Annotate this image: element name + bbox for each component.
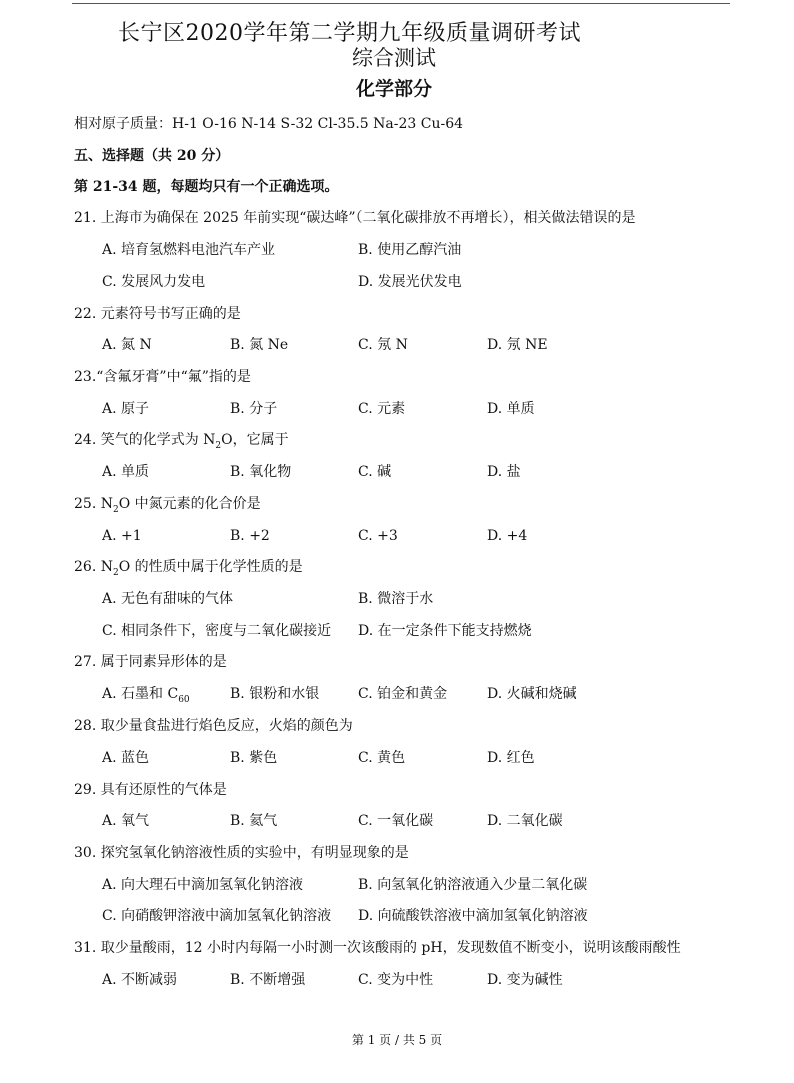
option-22-d: D. 氖 NE xyxy=(487,337,548,353)
option-28-b: B. 紫色 xyxy=(230,750,278,766)
option-29-b: B. 氦气 xyxy=(230,813,278,829)
option-25-a: A. +1 xyxy=(102,528,142,544)
option-26-b: B. 微溶于水 xyxy=(358,591,434,607)
question-26-text-end: O 的性质中属于化学性质的是 xyxy=(118,559,303,575)
question-31: 31. 取少量酸雨，12 小时内每隔一小时测一次该酸雨的 pH，发现数值不断变小，说明该酸雨酸性 xyxy=(74,940,681,956)
option-31-a: A. 不断减弱 xyxy=(102,972,178,988)
question-26 xyxy=(74,558,303,582)
option-28-c: C. 黄色 xyxy=(358,750,406,766)
option-21-d: D. 发展光伏发电 xyxy=(358,274,462,290)
option-21-b: B. 使用乙醇汽油 xyxy=(358,242,462,258)
question-25-text: 25. N xyxy=(74,496,113,512)
question-22: 22. 元素符号书写正确的是 xyxy=(74,306,241,322)
question-24 xyxy=(74,431,289,455)
option-21-a: A. 培育氢燃料电池汽车产业 xyxy=(102,242,276,258)
question-24-text-end: O，它属于 xyxy=(221,432,289,448)
question-25 xyxy=(74,495,261,519)
option-24-a: A. 单质 xyxy=(102,464,150,480)
option-24-d: D. 盐 xyxy=(487,464,521,480)
option-27-d: D. 火碱和烧碱 xyxy=(487,686,577,702)
subscript: 60 xyxy=(178,694,190,705)
option-25-d: D. +4 xyxy=(487,528,528,544)
option-24-b: B. 氧化物 xyxy=(230,464,292,480)
atomic-masses: 相对原子质量：H-1 O-16 N-14 S-32 Cl-35.5 Na-23 Cu-64 xyxy=(74,116,464,132)
option-23-c: C. 元素 xyxy=(358,401,406,417)
part-title: 五、选择题（共 20 分） xyxy=(74,148,230,164)
option-29-a: A. 氧气 xyxy=(102,813,150,829)
section-title: 化学部分 xyxy=(356,78,433,100)
question-23: 23.“含氟牙膏”中“氟”指的是 xyxy=(74,369,251,385)
option-21-c: C. 发展风力发电 xyxy=(102,274,206,290)
subscript: 2 xyxy=(112,567,119,578)
question-30: 30. 探究氢氧化钠溶液性质的实验中，有明显现象的是 xyxy=(74,845,409,861)
option-31-d: D. 变为碱性 xyxy=(487,972,563,988)
option-25-c: C. +3 xyxy=(358,528,398,544)
subscript: 2 xyxy=(215,440,222,451)
option-29-d: D. 二氧化碳 xyxy=(487,813,563,829)
question-21: 21. 上海市为确保在 2025 年前实现“碳达峰”（二氧化碳排放不再增长），相关做法错误的是 xyxy=(74,210,636,226)
option-23-a: A. 原子 xyxy=(102,401,150,417)
option-22-a: A. 氮 N xyxy=(102,337,152,353)
exam-subtitle: 综合测试 xyxy=(352,46,436,70)
option-31-c: C. 变为中性 xyxy=(358,972,434,988)
question-29: 29. 具有还原性的气体是 xyxy=(74,782,227,798)
option-30-b: B. 向氢氧化钠溶液通入少量二氧化碳 xyxy=(358,877,588,893)
option-30-c: C. 向硝酸钾溶液中滴加氢氧化钠溶液 xyxy=(102,908,332,924)
option-22-b: B. 氮 Ne xyxy=(230,337,289,353)
option-23-d: D. 单质 xyxy=(487,401,535,417)
instruction: 第 21-34 题，每题均只有一个正确选项。 xyxy=(74,179,339,195)
option-31-b: B. 不断增强 xyxy=(230,972,306,988)
page-footer: 第 1 页 / 共 5 页 xyxy=(351,1033,443,1047)
option-26-d: D. 在一定条件下能支持燃烧 xyxy=(358,623,532,639)
question-25-text-end: O 中氮元素的化合价是 xyxy=(118,496,261,512)
option-22-c: C. 氖 N xyxy=(358,337,408,353)
option-27-b: B. 银粉和水银 xyxy=(230,686,320,702)
option-24-c: C. 碱 xyxy=(358,464,392,480)
option-27-a-text: A. 石墨和 C xyxy=(102,686,179,702)
exam-title: 长宁区2020学年第二学期九年级质量调研考试 xyxy=(118,21,581,46)
subscript: 2 xyxy=(112,504,119,515)
question-24-text: 24. 笑气的化学式为 N xyxy=(74,432,216,448)
option-28-d: D. 红色 xyxy=(487,750,535,766)
question-26-text: 26. N xyxy=(74,559,113,575)
option-23-b: B. 分子 xyxy=(230,401,278,417)
option-27-a xyxy=(102,685,190,709)
option-26-a: A. 无色有甜味的气体 xyxy=(102,591,234,607)
option-27-c: C. 铂金和黄金 xyxy=(358,686,448,702)
option-25-b: B. +2 xyxy=(230,528,270,544)
question-27: 27. 属于同素异形体的是 xyxy=(74,654,227,670)
header-rule xyxy=(72,3,730,4)
question-28: 28. 取少量食盐进行焰色反应，火焰的颜色为 xyxy=(74,718,353,734)
option-29-c: C. 一氧化碳 xyxy=(358,813,434,829)
option-30-d: D. 向硫酸铁溶液中滴加氢氧化钠溶液 xyxy=(358,908,588,924)
option-26-c: C. 相同条件下，密度与二氧化碳接近 xyxy=(102,623,332,639)
option-28-a: A. 蓝色 xyxy=(102,750,150,766)
option-30-a: A. 向大理石中滴加氢氧化钠溶液 xyxy=(102,877,304,893)
